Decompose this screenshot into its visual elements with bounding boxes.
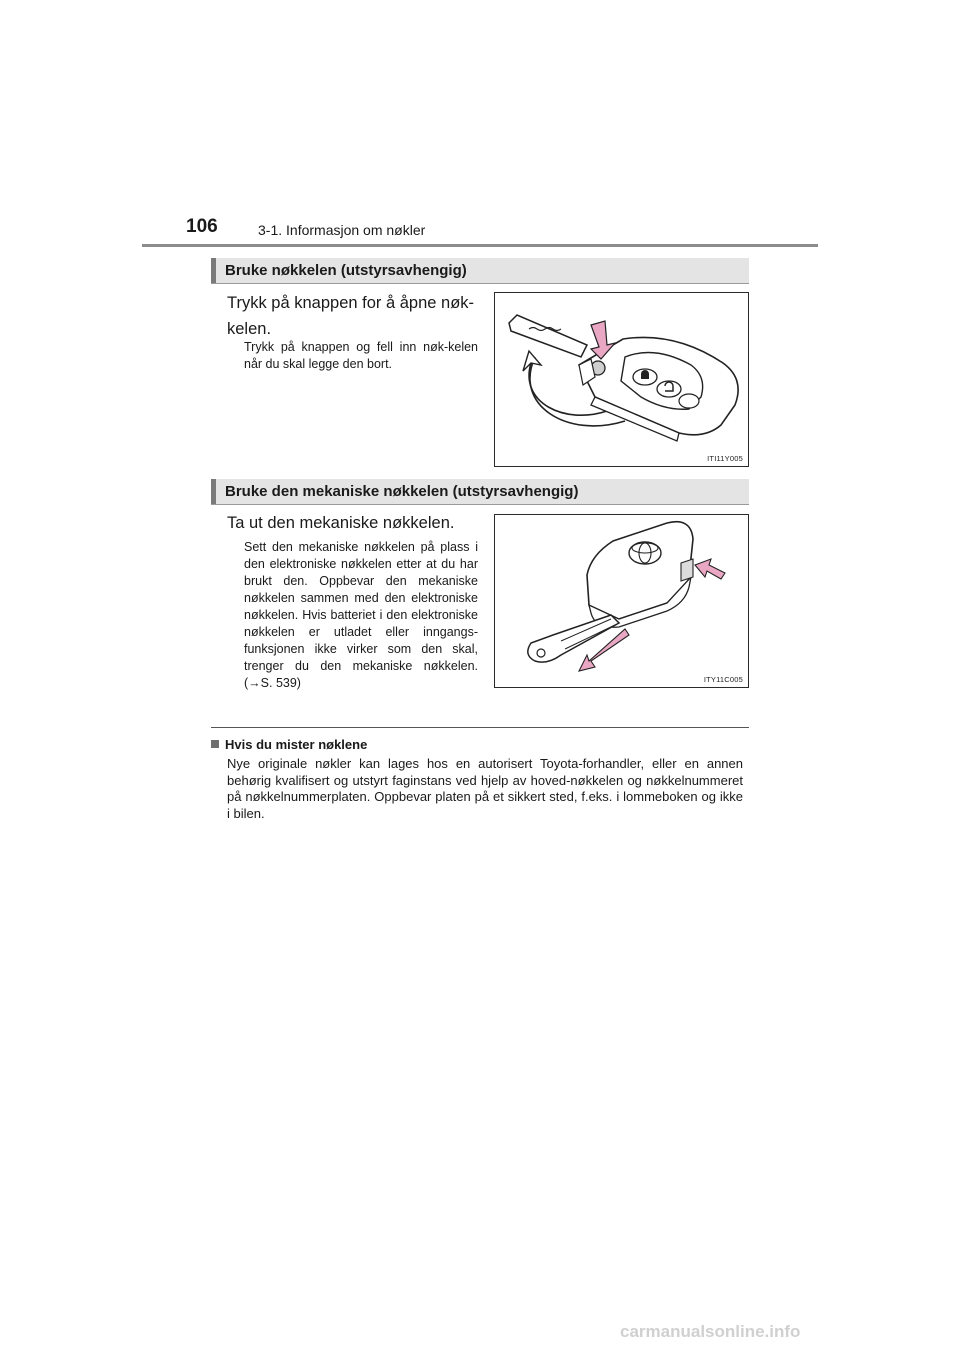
info-divider bbox=[211, 727, 749, 728]
figure-folding-key bbox=[494, 292, 749, 467]
section-heading-mechanical-key bbox=[211, 479, 749, 505]
section-accent bbox=[211, 479, 216, 504]
info-heading bbox=[211, 737, 367, 752]
step-note-fold-key: Trykk på knappen og fell inn nøk-kelen når du skal legge den bort. bbox=[244, 340, 478, 371]
step-remove-key: Ta ut den mekaniske nøkkelen. bbox=[227, 514, 455, 532]
step-open-key: Trykk på knappen for å åpne nøk-kelen. bbox=[227, 294, 475, 338]
figure-smart-key bbox=[494, 514, 749, 688]
step-note-mechanical-key: Sett den mekaniske nøkkelen på plass i den elektroniske nøkkelen etter at du har brukt den. Oppbevar den mekaniske nøkkelen sammen med den elektroniske nøkkelen. Hvis batteriet i den elektroniske nøkkelen er utladet eller inngangs-funksjonen ikke virker som den skal, trenger du den mekaniske nøkkelen. (→S. 539) bbox=[244, 540, 478, 690]
watermark: carmanualsonline.info bbox=[620, 1322, 801, 1341]
info-body: Nye originale nøkler kan lages hos en autorisert Toyota-forhandler, eller en annen behørig kvalifisert og utstyrt faginstans ved hjelp av hoved-nøkkelen og nøkkelnummeret på nøkkelnummerplaten. Oppbevar platen på et sikkert sted, f.eks. i lommeboken og ikke i bilen. bbox=[227, 756, 743, 821]
bullet-square-icon bbox=[211, 740, 219, 748]
figure-code: ITI11Y005 bbox=[707, 454, 743, 463]
chapter-title: 3-1. Informasjon om nøkler bbox=[258, 222, 426, 238]
section-title: Bruke den mekaniske nøkkelen (utstyrsavhengig) bbox=[225, 483, 579, 500]
page-number: 106 bbox=[186, 216, 218, 237]
figure-code: ITY11C005 bbox=[703, 675, 743, 684]
smart-key-illustration bbox=[495, 515, 750, 689]
section-accent bbox=[211, 258, 216, 283]
press-arrow-icon bbox=[695, 559, 725, 579]
section-title: Bruke nøkkelen (utstyrsavhengig) bbox=[225, 262, 467, 279]
info-heading-text: Hvis du mister nøklene bbox=[225, 737, 368, 752]
folding-key-illustration bbox=[495, 293, 750, 468]
section-heading-folding-key bbox=[211, 258, 749, 284]
header-divider bbox=[142, 244, 818, 247]
